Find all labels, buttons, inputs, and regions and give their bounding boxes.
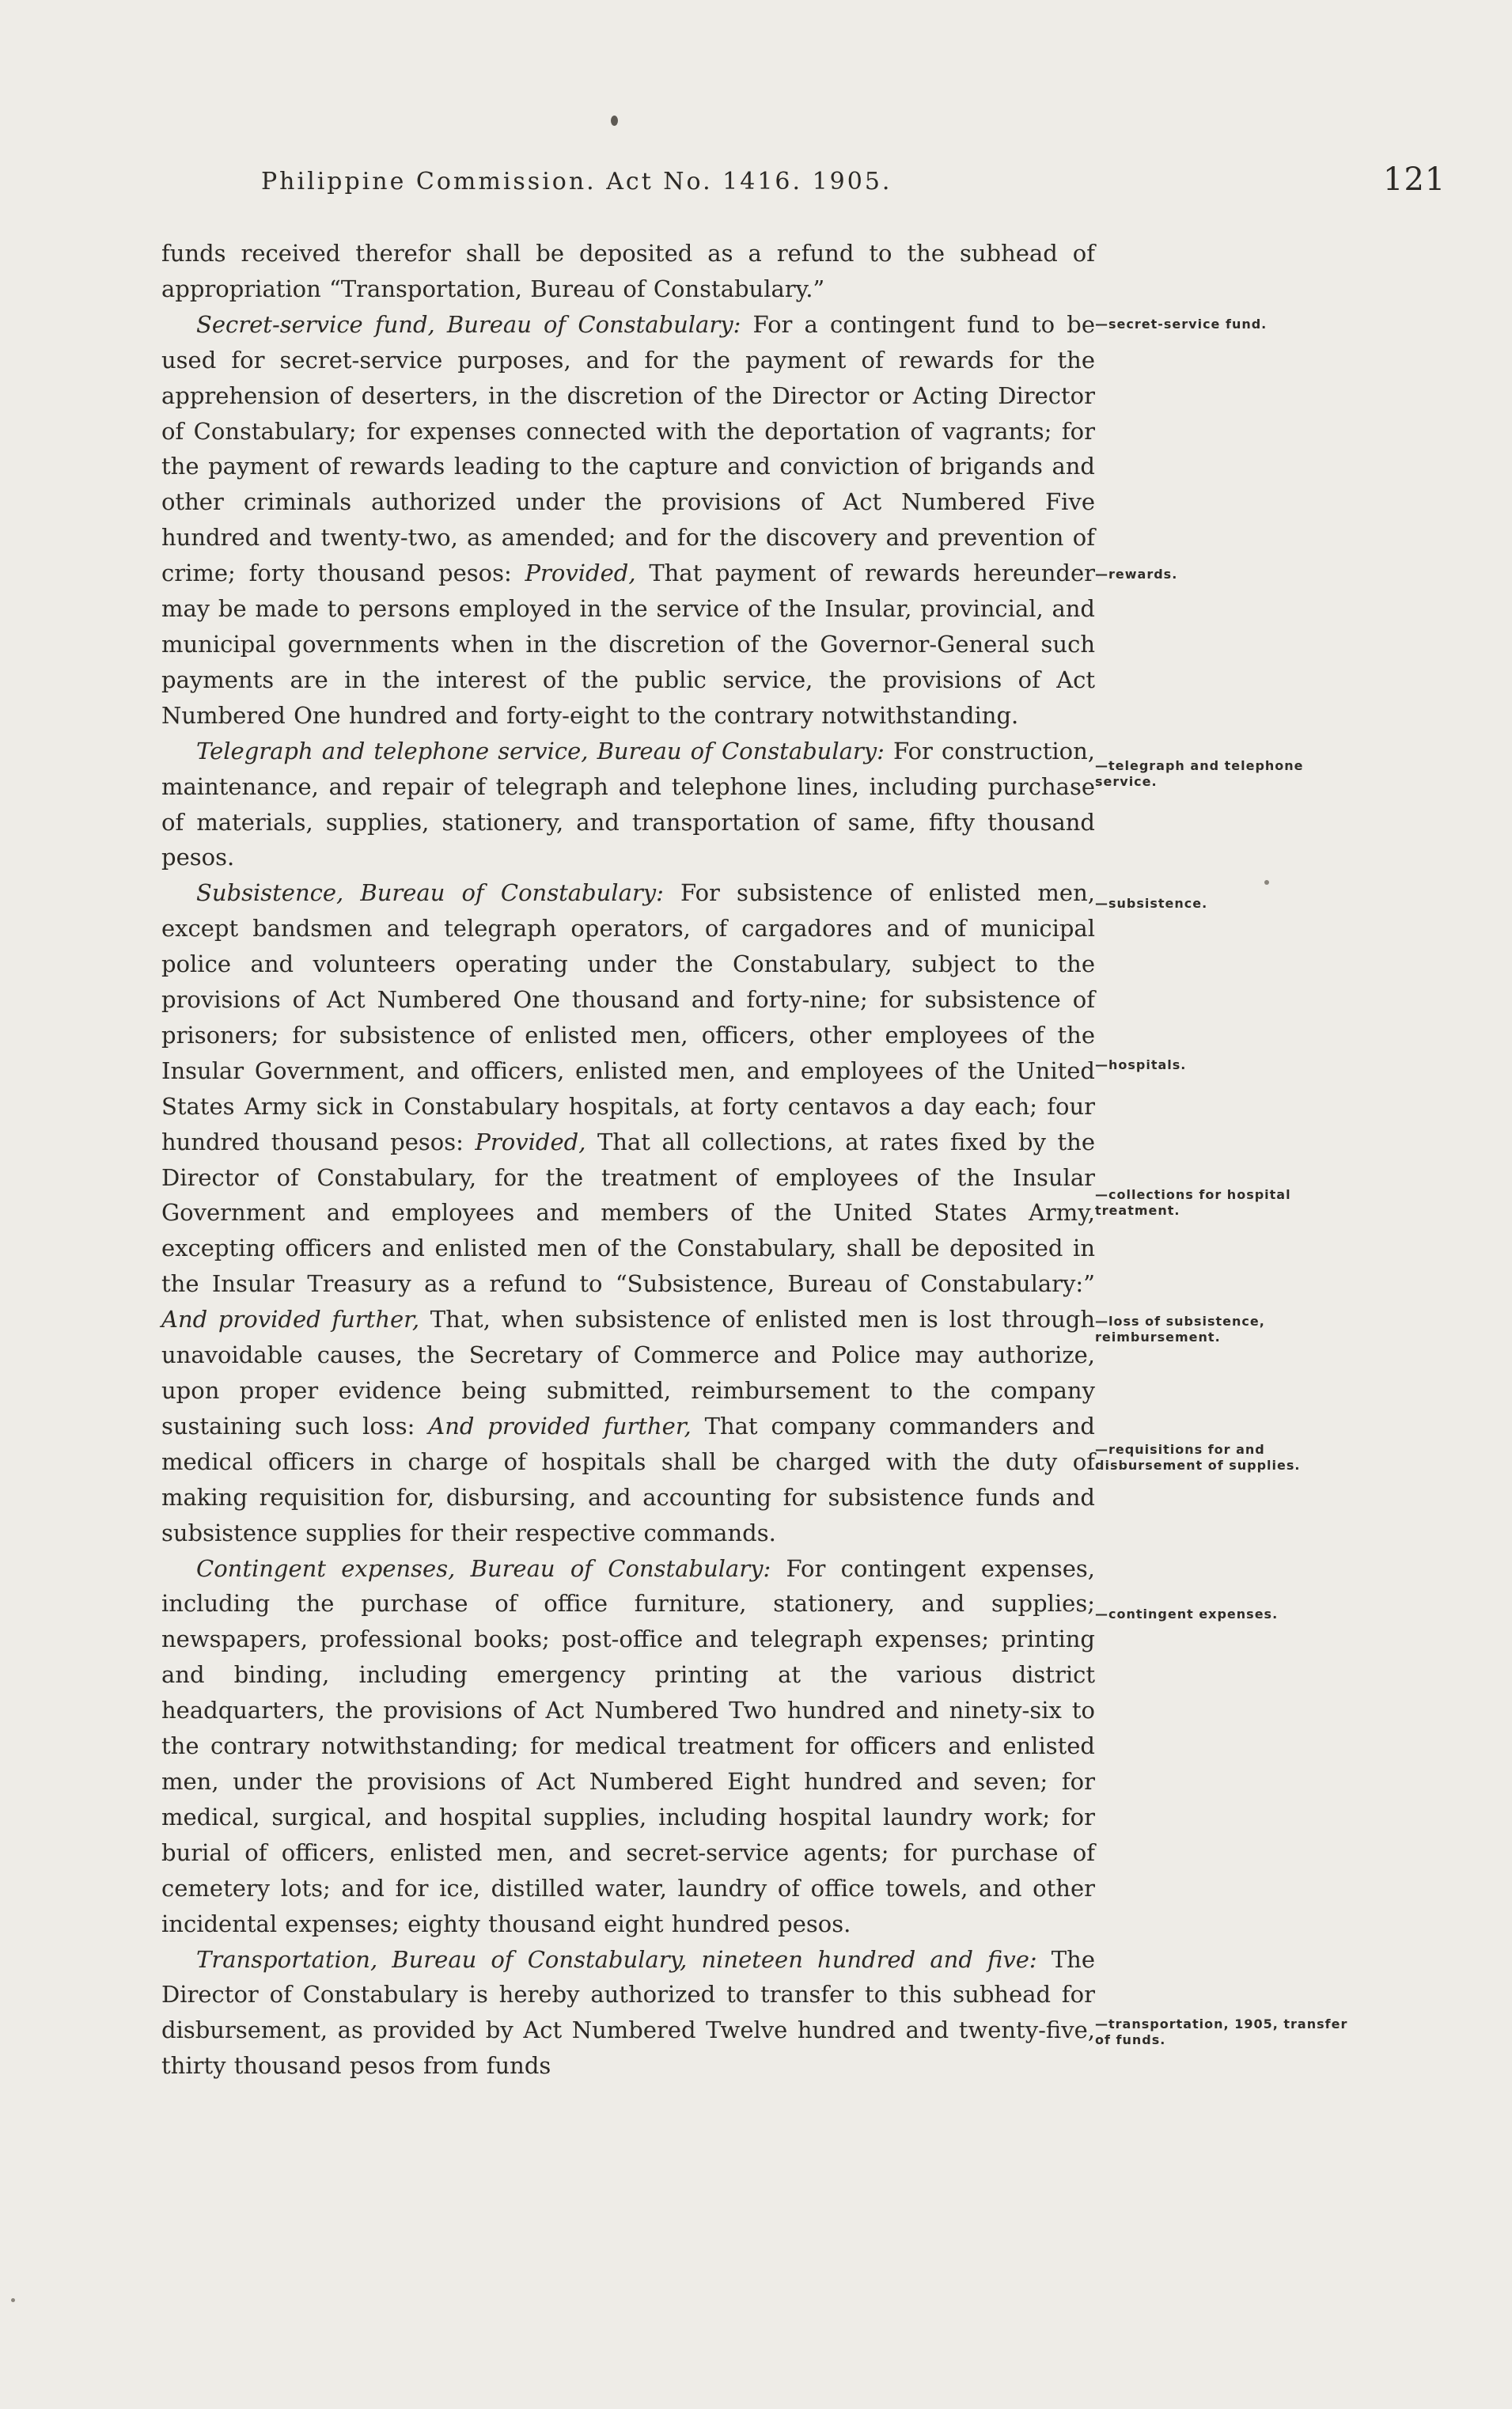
proviso-term: Provided, [475, 1128, 586, 1155]
paragraph-text: That, when subsistence of enlisted men is lost through unavoidable causes, the Secretary of Commerce and Police may authorize, upon proper evidence being submitted, reimbursement to the company sustaining such loss: [161, 1306, 1095, 1440]
paragraph-text: For subsistence of enlisted men, except bandsmen and telegraph operators, of cargadores and of municipal police and volunteers operating under the Constabulary, subject to the provisions of Act Numbered One thousand and forty-nine; for subsistence of prisoners; for subsistence of enlisted men, officers, other employees of the Insular Government, and officers, enlisted men, and employees of the United States Army sick in Constabulary hospitals, at forty centavos a day each; four hundred thousand pesos: [161, 879, 1095, 1155]
paragraph-text: That payment of rewards hereunder may be made to persons employed in the service of the Insular, provincial, and municipal governments when in the discretion of the Governor-General such payments are in the interest of the public service, the provisions of Act Numbered One hundred and forty-eight to the contrary notwithstanding. [161, 560, 1095, 729]
margin-note-secret-service: —secret-service fund. [1095, 317, 1268, 332]
paragraph-subsistence [161, 875, 1095, 1550]
margin-note-contingent: —contingent expenses. [1095, 1607, 1279, 1622]
paragraph-text: That all collections, at rates fixed by the Director of Constabulary, for the treatment of employees of the Insular Government and employees and members of the United States Army, excepting officers and enlisted men of the Constabulary, shall be deposited in the Insular Treasury as a refund to “Subsistence, Bureau of Constabulary:” [161, 1128, 1095, 1298]
section-heading: Subsistence, Bureau of Constabulary: [196, 879, 664, 907]
page-number: 121 [1383, 161, 1446, 198]
paragraph-continuation [161, 236, 1095, 307]
running-header: Philippine Commission. Act No. 1416. 1905. [261, 168, 892, 195]
margin-note-requisitions: —requisitions for and disbursement of supplies. [1095, 1442, 1301, 1473]
paragraph-text: For a contingent fund to be used for secret-service purposes, and for the payment of rewards for the apprehension of deserters, in the discretion of the Director or Acting Director of Constabulary; for expenses connected with the deportation of vagrants; for the payment of rewards leading to the capture and conviction of brigands and other criminals authorized under the provisions of Act Numbered Five hundred and twenty-two, as amended; and for the discovery and prevention of crime; forty thousand pesos: [161, 310, 1095, 587]
proviso-term: And provided further, [161, 1306, 420, 1333]
margin-note-rewards: —rewards. [1095, 567, 1178, 582]
margin-note-telegraph: —telegraph and telephone service. [1095, 758, 1304, 789]
margin-note-collections: —collections for hospital treatment. [1095, 1187, 1291, 1218]
ink-smudge-mark [611, 116, 618, 126]
paragraph-text: For construction, maintenance, and repair of telegraph and telephone lines, including purchase of materials, supplies, stationery, and transportation of same, fifty thousand pesos. [161, 737, 1095, 871]
paragraph-text: The Director of Constabulary is hereby authorized to transfer to this subhead for disbursement, as provided by Act Numbered Twelve hundred and twenty-five, thirty thousand pesos from funds [161, 1945, 1095, 2080]
margin-note-loss: —loss of subsistence, reimbursement. [1095, 1314, 1265, 1345]
section-heading: Transportation, Bureau of Constabulary, nineteen hundred and five: [196, 1945, 1037, 1973]
proviso-term: Provided, [525, 560, 636, 587]
section-heading: Telegraph and telephone service, Bureau of Constabulary: [196, 737, 885, 764]
proviso-term: And provided further, [428, 1412, 692, 1440]
ink-smudge-mark [11, 2298, 15, 2302]
margin-note-transportation: —transportation, 1905, transfer of funds. [1095, 2016, 1348, 2047]
paragraph-text: funds received therefor shall be deposited as a refund to the subhead of appropriation “Transportation, Bureau of Constabulary.” [161, 240, 1095, 302]
paragraph-secret-service-fund [161, 307, 1095, 734]
main-text [161, 236, 1095, 2084]
paragraph-text: That company commanders and medical officers in charge of hospitals shall be charged with the duty of making requisition for, disbursing, and accounting for subsistence funds and subsistence supplies for their respective commands. [161, 1412, 1095, 1546]
section-heading: Secret-service fund, Bureau of Constabulary: [196, 310, 741, 338]
paragraph-transportation [161, 1942, 1095, 2085]
section-heading: Contingent expenses, Bureau of Constabulary: [196, 1554, 771, 1582]
margin-note-hospitals: —hospitals. [1095, 1057, 1187, 1072]
paragraph-text: For contingent expenses, including the purchase of office furniture, stationery, and supplies; newspapers, professional books; post-office and telegraph expenses; printing and binding, including emergency printing at the various district headquarters, the provisions of Act Numbered Two hundred and ninety-six to the contrary notwithstanding; for medical treatment for officers and enlisted men, under the provisions of Act Numbered Eight hundred and seven; for medical, surgical, and hospital supplies, including hospital laundry work; for burial of officers, enlisted men, and secret-service agents; for purchase of cemetery lots; and for ice, distilled water, laundry of office towels, and other incidental expenses; eighty thousand eight hundred pesos. [161, 1554, 1095, 1937]
paragraph-telegraph-service [161, 734, 1095, 876]
ink-smudge-mark [1264, 880, 1269, 885]
margin-note-subsistence: —subsistence. [1095, 896, 1208, 911]
paragraph-contingent-expenses [161, 1551, 1095, 1942]
